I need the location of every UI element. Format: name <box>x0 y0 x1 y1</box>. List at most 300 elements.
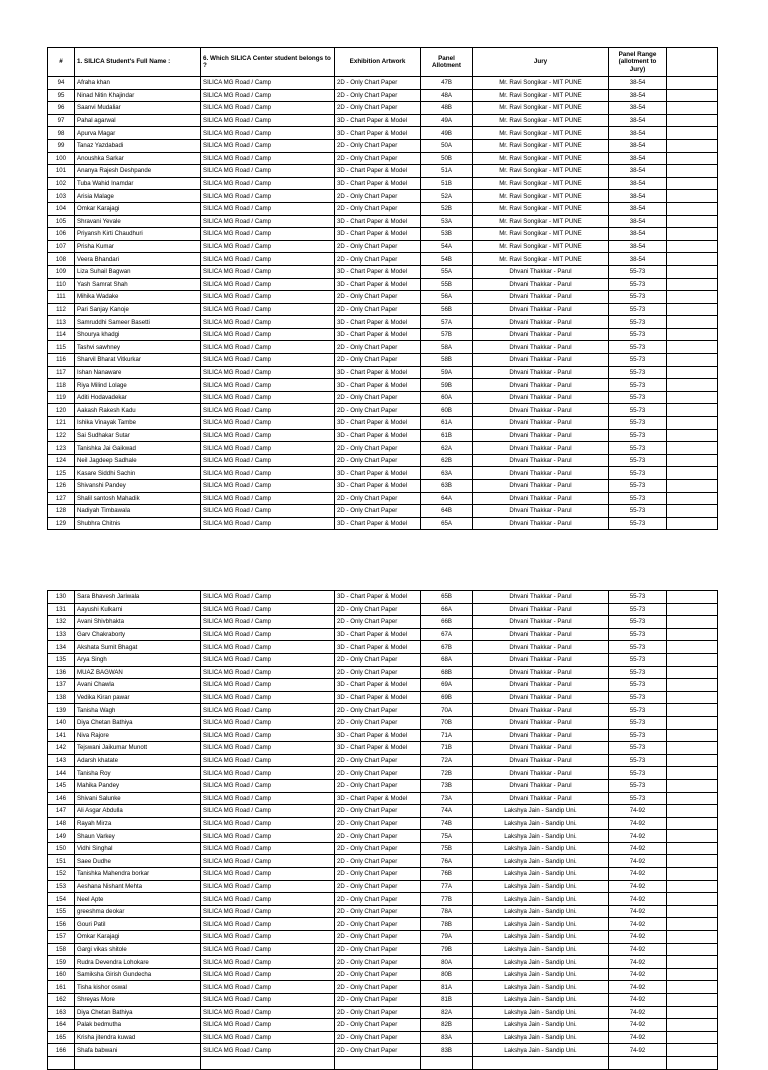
cell-panel-range: 55-73 <box>609 603 667 616</box>
cell-panel-range: 55-73 <box>609 729 667 742</box>
cell-panel: 65B <box>421 591 473 604</box>
cell-artwork: 2D - Only Chart Paper <box>335 716 421 729</box>
cell-serial: 127 <box>48 492 75 505</box>
cell-serial: 157 <box>48 931 75 944</box>
cell-student-name: Shreyas More <box>75 994 201 1007</box>
cell-artwork: 2D - Only Chart Paper <box>335 868 421 881</box>
cell-student-name: Vedika Kiran pawar <box>75 691 201 704</box>
cell-jury: Lakshya Jain - Sandip Uni. <box>473 918 609 931</box>
cell-artwork: 3D - Chart Paper & Model <box>335 628 421 641</box>
cell-serial: 101 <box>48 165 75 178</box>
cell-blank <box>667 742 718 755</box>
cell-panel: 72B <box>421 767 473 780</box>
cell-center: SILICA MG Road / Camp <box>201 805 335 818</box>
cell-center: SILICA MG Road / Camp <box>201 240 335 253</box>
table-body-bottom <box>48 591 718 1070</box>
cell-student-name: Pahal agarwal <box>75 114 201 127</box>
table-row <box>48 591 718 604</box>
cell-serial: 94 <box>48 77 75 90</box>
cell-artwork: 2D - Only Chart Paper <box>335 981 421 994</box>
table-row <box>48 77 718 90</box>
cell-blank <box>667 278 718 291</box>
cell-serial: 123 <box>48 442 75 455</box>
cell-center: SILICA MG Road / Camp <box>201 603 335 616</box>
cell-center: SILICA MG Road / Camp <box>201 303 335 316</box>
table-row <box>48 165 718 178</box>
cell-panel: 47B <box>421 77 473 90</box>
cell-center: SILICA MG Road / Camp <box>201 316 335 329</box>
cell-jury: Dhvani Thakkar - Parul <box>473 767 609 780</box>
cell-artwork: 2D - Only Chart Paper <box>335 303 421 316</box>
cell-jury: Lakshya Jain - Sandip Uni. <box>473 805 609 818</box>
cell-serial: 131 <box>48 603 75 616</box>
table-row <box>48 404 718 417</box>
table-row <box>48 265 718 278</box>
cell-blank <box>667 603 718 616</box>
cell-blank <box>667 792 718 805</box>
cell-panel-range: 38-54 <box>609 139 667 152</box>
cell-artwork: 2D - Only Chart Paper <box>335 404 421 417</box>
cell-blank <box>667 127 718 140</box>
table-row <box>48 177 718 190</box>
cell-student-name: Tanaz Yazdabadi <box>75 139 201 152</box>
cell-panel: 54A <box>421 240 473 253</box>
cell-blank <box>667 114 718 127</box>
cell-artwork: 2D - Only Chart Paper <box>335 341 421 354</box>
cell-panel-range: 55-73 <box>609 742 667 755</box>
allotment-table-top <box>47 47 718 530</box>
cell-panel-range: 55-73 <box>609 265 667 278</box>
cell-panel: 58A <box>421 341 473 354</box>
cell-jury: Lakshya Jain - Sandip Uni. <box>473 893 609 906</box>
cell-artwork: 2D - Only Chart Paper <box>335 102 421 115</box>
cell-center: SILICA MG Road / Camp <box>201 842 335 855</box>
cell-blank <box>667 1019 718 1032</box>
cell-blank <box>667 505 718 518</box>
table-row <box>48 779 718 792</box>
cell-blank <box>667 429 718 442</box>
cell-panel-range: 55-73 <box>609 429 667 442</box>
cell-serial: 140 <box>48 716 75 729</box>
cell-jury: Dhvani Thakkar - Parul <box>473 591 609 604</box>
cell-panel-range: 74-92 <box>609 943 667 956</box>
cell-panel-range: 55-73 <box>609 467 667 480</box>
cell-blank <box>667 893 718 906</box>
cell-artwork: 2D - Only Chart Paper <box>335 1044 421 1057</box>
cell-center: SILICA MG Road / Camp <box>201 442 335 455</box>
cell-panel: 59A <box>421 366 473 379</box>
cell-artwork: 2D - Only Chart Paper <box>335 616 421 629</box>
cell-jury: Lakshya Jain - Sandip Uni. <box>473 968 609 981</box>
cell-student-name: Omkar Karajagi <box>75 931 201 944</box>
cell-center: SILICA MG Road / Camp <box>201 868 335 881</box>
cell-serial: 138 <box>48 691 75 704</box>
cell-artwork: 3D - Chart Paper & Model <box>335 417 421 430</box>
cell-jury: Lakshya Jain - Sandip Uni. <box>473 981 609 994</box>
table-row <box>48 830 718 843</box>
cell-center: SILICA MG Road / Camp <box>201 404 335 417</box>
cell-panel <box>421 1056 473 1069</box>
table-row <box>48 842 718 855</box>
table-row <box>48 190 718 203</box>
cell-panel-range: 55-73 <box>609 779 667 792</box>
cell-blank <box>667 152 718 165</box>
cell-jury: Lakshya Jain - Sandip Uni. <box>473 842 609 855</box>
cell-artwork: 2D - Only Chart Paper <box>335 805 421 818</box>
cell-center: SILICA MG Road / Camp <box>201 792 335 805</box>
cell-panel: 76B <box>421 868 473 881</box>
cell-jury: Lakshya Jain - Sandip Uni. <box>473 994 609 1007</box>
table-row <box>48 467 718 480</box>
cell-blank <box>667 316 718 329</box>
table-row <box>48 89 718 102</box>
table-row <box>48 943 718 956</box>
cell-serial: 155 <box>48 905 75 918</box>
cell-center: SILICA MG Road / Camp <box>201 454 335 467</box>
table-row <box>48 792 718 805</box>
cell-serial: 134 <box>48 641 75 654</box>
cell-serial: 113 <box>48 316 75 329</box>
cell-blank <box>667 404 718 417</box>
cell-panel-range: 55-73 <box>609 417 667 430</box>
cell-artwork: 2D - Only Chart Paper <box>335 931 421 944</box>
cell-blank <box>667 628 718 641</box>
cell-center: SILICA MG Road / Camp <box>201 1044 335 1057</box>
cell-center: SILICA MG Road / Camp <box>201 591 335 604</box>
cell-center: SILICA MG Road / Camp <box>201 905 335 918</box>
cell-jury: Mr. Ravi Songikar - MIT PUNE <box>473 215 609 228</box>
cell-student-name: Yash Samrat Shah <box>75 278 201 291</box>
cell-artwork: 3D - Chart Paper & Model <box>335 278 421 291</box>
cell-blank <box>667 165 718 178</box>
cell-serial: 125 <box>48 467 75 480</box>
cell-blank <box>667 240 718 253</box>
cell-student-name: Aakash Rakesh Kadu <box>75 404 201 417</box>
cell-jury: Mr. Ravi Songikar - MIT PUNE <box>473 152 609 165</box>
table-row <box>48 278 718 291</box>
header-panel-range: Panel Range (allotment to Jury) <box>609 48 667 77</box>
cell-center: SILICA MG Road / Camp <box>201 253 335 266</box>
cell-artwork: 3D - Chart Paper & Model <box>335 177 421 190</box>
cell-panel-range: 38-54 <box>609 165 667 178</box>
cell-jury: Mr. Ravi Songikar - MIT PUNE <box>473 77 609 90</box>
cell-serial: 139 <box>48 704 75 717</box>
cell-serial: 124 <box>48 454 75 467</box>
cell-panel: 59B <box>421 379 473 392</box>
cell-panel-range: 55-73 <box>609 505 667 518</box>
cell-panel-range: 55-73 <box>609 480 667 493</box>
cell-serial: 141 <box>48 729 75 742</box>
cell-artwork: 3D - Chart Paper & Model <box>335 379 421 392</box>
cell-panel-range: 55-73 <box>609 704 667 717</box>
cell-panel-range: 55-73 <box>609 454 667 467</box>
cell-artwork <box>335 1056 421 1069</box>
cell-panel-range: 38-54 <box>609 152 667 165</box>
cell-blank <box>667 517 718 530</box>
table-row <box>48 981 718 994</box>
table-row <box>48 754 718 767</box>
cell-blank <box>667 354 718 367</box>
cell-panel: 57B <box>421 328 473 341</box>
cell-artwork: 2D - Only Chart Paper <box>335 754 421 767</box>
cell-center: SILICA MG Road / Camp <box>201 653 335 666</box>
cell-panel: 75B <box>421 842 473 855</box>
cell-artwork: 2D - Only Chart Paper <box>335 603 421 616</box>
cell-panel: 66B <box>421 616 473 629</box>
cell-student-name: Rudra Devendra Lohokare <box>75 956 201 969</box>
cell-panel: 49B <box>421 127 473 140</box>
cell-center: SILICA MG Road / Camp <box>201 228 335 241</box>
cell-artwork: 3D - Chart Paper & Model <box>335 228 421 241</box>
cell-student-name: Shivanshi Pandey <box>75 480 201 493</box>
cell-artwork: 2D - Only Chart Paper <box>335 817 421 830</box>
cell-blank <box>667 391 718 404</box>
cell-artwork: 2D - Only Chart Paper <box>335 190 421 203</box>
cell-artwork: 2D - Only Chart Paper <box>335 905 421 918</box>
cell-panel: 78A <box>421 905 473 918</box>
cell-artwork: 3D - Chart Paper & Model <box>335 792 421 805</box>
table-row <box>48 341 718 354</box>
cell-student-name: Samruddhi Sameer Basetti <box>75 316 201 329</box>
table-row <box>48 354 718 367</box>
cell-center: SILICA MG Road / Camp <box>201 855 335 868</box>
cell-serial: 122 <box>48 429 75 442</box>
cell-student-name: MUAZ BAGWAN <box>75 666 201 679</box>
cell-serial: 130 <box>48 591 75 604</box>
table-row <box>48 956 718 969</box>
cell-student-name: Shalil santosh Mahadik <box>75 492 201 505</box>
cell-student-name: Arya Singh <box>75 653 201 666</box>
cell-serial: 162 <box>48 994 75 1007</box>
cell-panel: 79B <box>421 943 473 956</box>
cell-artwork: 2D - Only Chart Paper <box>335 956 421 969</box>
cell-jury: Dhvani Thakkar - Parul <box>473 616 609 629</box>
cell-panel: 56A <box>421 291 473 304</box>
cell-student-name: Shaun Varkey <box>75 830 201 843</box>
cell-artwork: 2D - Only Chart Paper <box>335 442 421 455</box>
cell-panel: 79A <box>421 931 473 944</box>
cell-jury: Lakshya Jain - Sandip Uni. <box>473 956 609 969</box>
cell-jury: Dhvani Thakkar - Parul <box>473 603 609 616</box>
cell-serial: 163 <box>48 1006 75 1019</box>
cell-center: SILICA MG Road / Camp <box>201 177 335 190</box>
cell-blank <box>667 805 718 818</box>
cell-artwork: 3D - Chart Paper & Model <box>335 679 421 692</box>
cell-jury: Dhvani Thakkar - Parul <box>473 779 609 792</box>
cell-serial: 166 <box>48 1044 75 1057</box>
cell-center: SILICA MG Road / Camp <box>201 215 335 228</box>
cell-student-name: Aeshana Nishant Mehta <box>75 880 201 893</box>
cell-jury: Mr. Ravi Songikar - MIT PUNE <box>473 165 609 178</box>
cell-panel: 52B <box>421 202 473 215</box>
cell-jury: Dhvani Thakkar - Parul <box>473 517 609 530</box>
cell-blank <box>667 956 718 969</box>
cell-blank <box>667 616 718 629</box>
cell-center: SILICA MG Road / Camp <box>201 691 335 704</box>
cell-serial: 143 <box>48 754 75 767</box>
cell-artwork: 2D - Only Chart Paper <box>335 152 421 165</box>
cell-serial: 135 <box>48 653 75 666</box>
cell-blank <box>667 1006 718 1019</box>
cell-blank <box>667 467 718 480</box>
sheet-section-bottom <box>47 590 718 1070</box>
cell-jury: Lakshya Jain - Sandip Uni. <box>473 931 609 944</box>
cell-panel: 67A <box>421 628 473 641</box>
table-row <box>48 102 718 115</box>
cell-panel-range: 38-54 <box>609 190 667 203</box>
cell-panel: 65A <box>421 517 473 530</box>
cell-center: SILICA MG Road / Camp <box>201 278 335 291</box>
table-row <box>48 691 718 704</box>
cell-blank <box>667 994 718 1007</box>
cell-student-name: greeshma deokar <box>75 905 201 918</box>
cell-panel: 81B <box>421 994 473 1007</box>
cell-panel-range: 74-92 <box>609 905 667 918</box>
cell-student-name: Arisia Malage <box>75 190 201 203</box>
cell-panel-range: 38-54 <box>609 102 667 115</box>
cell-panel-range: 38-54 <box>609 202 667 215</box>
cell-center: SILICA MG Road / Camp <box>201 417 335 430</box>
cell-jury: Dhvani Thakkar - Parul <box>473 354 609 367</box>
cell-blank <box>667 102 718 115</box>
cell-artwork: 3D - Chart Paper & Model <box>335 729 421 742</box>
cell-blank <box>667 641 718 654</box>
cell-center: SILICA MG Road / Camp <box>201 467 335 480</box>
cell-blank <box>667 855 718 868</box>
cell-center: SILICA MG Road / Camp <box>201 767 335 780</box>
cell-panel: 52A <box>421 190 473 203</box>
cell-serial: 114 <box>48 328 75 341</box>
table-row <box>48 767 718 780</box>
table-row <box>48 139 718 152</box>
cell-jury: Dhvani Thakkar - Parul <box>473 742 609 755</box>
sheet-section-top <box>47 47 718 530</box>
cell-blank <box>667 492 718 505</box>
cell-jury: Lakshya Jain - Sandip Uni. <box>473 855 609 868</box>
cell-artwork: 2D - Only Chart Paper <box>335 704 421 717</box>
cell-panel: 82A <box>421 1006 473 1019</box>
cell-artwork: 2D - Only Chart Paper <box>335 77 421 90</box>
cell-panel: 63B <box>421 480 473 493</box>
allotment-table-bottom <box>47 590 718 1070</box>
cell-artwork: 2D - Only Chart Paper <box>335 1031 421 1044</box>
cell-artwork: 3D - Chart Paper & Model <box>335 641 421 654</box>
cell-panel: 64B <box>421 505 473 518</box>
cell-panel-range: 55-73 <box>609 366 667 379</box>
cell-panel-range: 74-92 <box>609 842 667 855</box>
cell-blank <box>667 417 718 430</box>
cell-student-name: Tashvi sawhney <box>75 341 201 354</box>
table-row <box>48 429 718 442</box>
cell-serial: 121 <box>48 417 75 430</box>
cell-blank <box>667 754 718 767</box>
cell-center: SILICA MG Road / Camp <box>201 391 335 404</box>
cell-serial: 117 <box>48 366 75 379</box>
cell-center: SILICA MG Road / Camp <box>201 429 335 442</box>
cell-serial: 150 <box>48 842 75 855</box>
cell-panel: 53A <box>421 215 473 228</box>
cell-jury <box>473 1056 609 1069</box>
cell-serial: 133 <box>48 628 75 641</box>
table-row <box>48 729 718 742</box>
cell-student-name: Tanishka Mahendra borkar <box>75 868 201 881</box>
cell-panel-range: 74-92 <box>609 868 667 881</box>
cell-center: SILICA MG Road / Camp <box>201 291 335 304</box>
table-row <box>48 868 718 881</box>
cell-artwork: 2D - Only Chart Paper <box>335 842 421 855</box>
table-row <box>48 202 718 215</box>
cell-artwork: 2D - Only Chart Paper <box>335 943 421 956</box>
cell-student-name: Avani Shivbhakta <box>75 616 201 629</box>
table-row <box>48 517 718 530</box>
cell-center: SILICA MG Road / Camp <box>201 1019 335 1032</box>
cell-blank <box>667 265 718 278</box>
cell-panel-range: 55-73 <box>609 716 667 729</box>
cell-panel-range: 55-73 <box>609 303 667 316</box>
cell-panel-range: 38-54 <box>609 114 667 127</box>
cell-panel-range: 55-73 <box>609 341 667 354</box>
cell-panel-range: 74-92 <box>609 855 667 868</box>
cell-student-name: Sai Sudhakar Sutar <box>75 429 201 442</box>
cell-center: SILICA MG Road / Camp <box>201 779 335 792</box>
table-row <box>48 1006 718 1019</box>
cell-panel: 69A <box>421 679 473 692</box>
cell-panel-range: 55-73 <box>609 591 667 604</box>
cell-artwork: 3D - Chart Paper & Model <box>335 467 421 480</box>
table-row <box>48 391 718 404</box>
cell-serial: 160 <box>48 968 75 981</box>
cell-student-name: Shubhra Chitnis <box>75 517 201 530</box>
cell-center: SILICA MG Road / Camp <box>201 893 335 906</box>
cell-blank <box>667 779 718 792</box>
header-center: 6. Which SILICA Center student belongs to ? <box>201 48 335 77</box>
cell-center: SILICA MG Road / Camp <box>201 729 335 742</box>
cell-panel: 51A <box>421 165 473 178</box>
cell-panel-range: 74-92 <box>609 994 667 1007</box>
cell-jury: Dhvani Thakkar - Parul <box>473 492 609 505</box>
cell-panel-range: 74-92 <box>609 880 667 893</box>
cell-student-name: Saanvi Mudaliar <box>75 102 201 115</box>
cell-serial <box>48 1056 75 1069</box>
cell-panel-range: 74-92 <box>609 830 667 843</box>
table-row <box>48 442 718 455</box>
cell-panel-range: 55-73 <box>609 792 667 805</box>
cell-student-name: Gouri Patil <box>75 918 201 931</box>
cell-panel-range: 55-73 <box>609 328 667 341</box>
cell-center: SILICA MG Road / Camp <box>201 492 335 505</box>
cell-blank <box>667 454 718 467</box>
cell-center: SILICA MG Road / Camp <box>201 379 335 392</box>
cell-panel-range: 55-73 <box>609 666 667 679</box>
cell-panel: 68A <box>421 653 473 666</box>
cell-student-name: Afraha khan <box>75 77 201 90</box>
cell-blank <box>667 442 718 455</box>
cell-artwork: 2D - Only Chart Paper <box>335 767 421 780</box>
cell-serial: 145 <box>48 779 75 792</box>
cell-panel: 64A <box>421 492 473 505</box>
cell-jury: Mr. Ravi Songikar - MIT PUNE <box>473 139 609 152</box>
cell-artwork: 2D - Only Chart Paper <box>335 994 421 1007</box>
cell-student-name: Mihika Wadake <box>75 291 201 304</box>
table-row <box>48 417 718 430</box>
cell-student-name <box>75 1056 201 1069</box>
table-row <box>48 918 718 931</box>
table-row <box>48 704 718 717</box>
cell-panel: 54B <box>421 253 473 266</box>
cell-artwork: 3D - Chart Paper & Model <box>335 127 421 140</box>
cell-student-name: Diya Chetan Bathiya <box>75 1006 201 1019</box>
cell-center: SILICA MG Road / Camp <box>201 830 335 843</box>
